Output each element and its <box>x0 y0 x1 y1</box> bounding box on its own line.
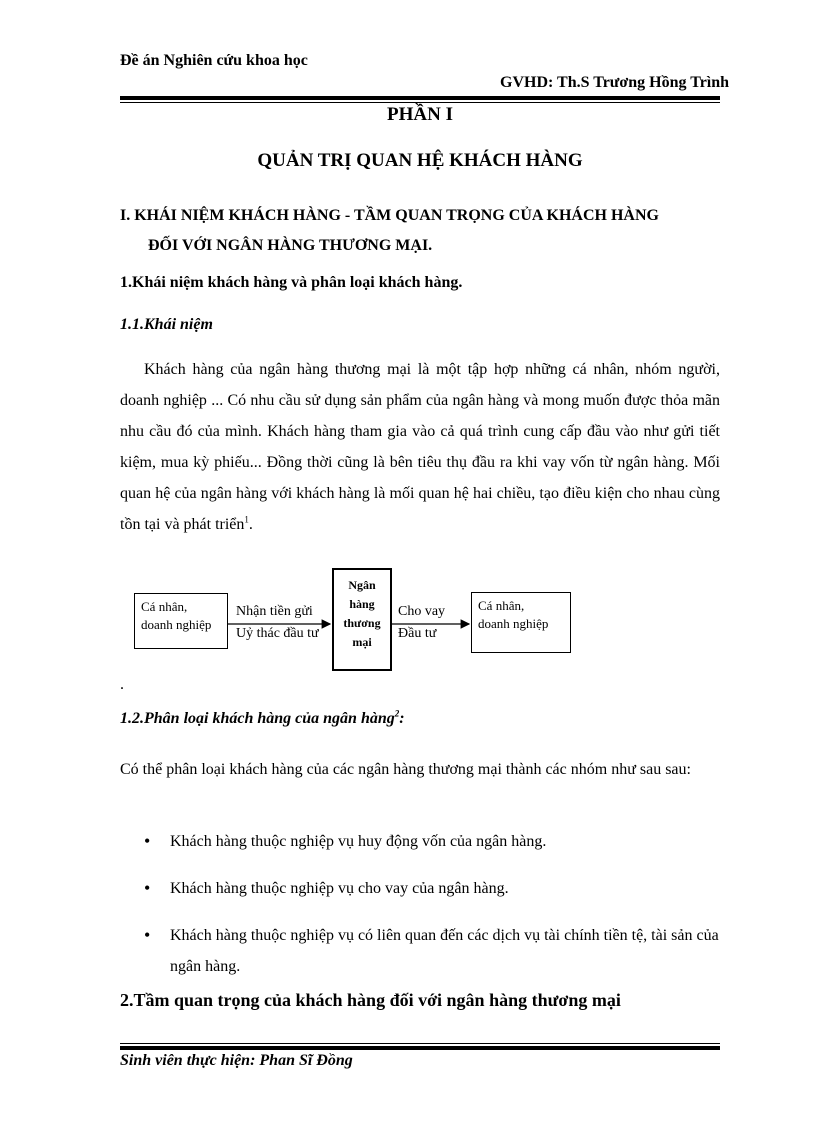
section-i-line1: I. KHÁI NIỆM KHÁCH HÀNG - TẦM QUAN TRỌNG CỦA KHÁCH HÀNG <box>120 207 659 224</box>
right-box-line1: Cá nhân, <box>478 598 525 613</box>
heading-1-2 <box>120 710 405 728</box>
list-item: • Khách hàng thuộc nghiệp vụ cho vay của ngân hàng. <box>120 873 720 904</box>
label-investing: Đầu tư <box>398 626 437 641</box>
classification-intro: Có thể phân loại khách hàng của các ngân hàng thương mại thành các nhóm như sau sau: <box>120 761 691 778</box>
footer-student: Sinh viên thực hiện: Phan Sĩ Đồng <box>120 1052 353 1069</box>
heading-1: 1.Khái niệm khách hàng và phân loại khách hàng. <box>120 274 463 291</box>
classification-list <box>120 826 720 998</box>
right-box-line2: doanh nghiệp <box>478 616 549 631</box>
chapter-title: QUẢN TRỊ QUAN HỆ KHÁCH HÀNG <box>257 150 583 171</box>
heading-2: 2.Tầm quan trọng của khách hàng đối với ngân hàng thương mại <box>120 990 621 1010</box>
center-box-line4: mại <box>352 635 372 649</box>
list-item: • Khách hàng thuộc nghiệp vụ có liên quan đến các dịch vụ tài chính tiền tệ, tài sản của ngân hàng. <box>120 920 720 982</box>
center-box-line3: thương <box>343 616 381 630</box>
header-right-advisor: GVHD: Th.S Trương Hồng Trình <box>500 74 730 91</box>
label-investment-trust: Uỷ thác đầu tư <box>236 626 319 641</box>
section-i-line2: ĐỐI VỚI NGÂN HÀNG THƯƠNG MẠI. <box>148 237 433 254</box>
center-box-line1: Ngân <box>348 578 376 592</box>
list-item: • Khách hàng thuộc nghiệp vụ huy động vốn của ngân hàng. <box>120 826 720 857</box>
left-box-line1: Cá nhân, <box>141 599 188 614</box>
footer-rule-thin <box>120 1043 720 1044</box>
left-box-line2: doanh nghiệp <box>141 617 212 632</box>
paragraph-end: . <box>248 516 253 533</box>
footnote-ref-1: 1 <box>244 514 249 525</box>
header-left-title: Đề án Nghiên cứu khoa học <box>120 52 308 69</box>
footnote-ref-2: 2 <box>394 708 400 719</box>
paragraph-text: Khách hàng của ngân hàng thương mại là một tập hợp những cá nhân, nhóm người, doanh nghiệp ... Có nhu cầu sử dụng sản phẩm của ngân hàng và mong muốn được thỏa mãn nhu cầu đó của mình. Khách hàng tham gia vào cả quá trình cung cấp đầu vào như gửi tiết kiệm, mua kỳ phiếu... Đồng thời cũng là bên tiêu thụ đầu ra khi vay vốn từ ngân hàng. Mối quan hệ của ngân hàng với khách hàng là mối quan hệ hai chiều, tạo điều kiện cho nhau cùng tồn tại và phát triển <box>120 361 720 533</box>
footer-rule-thick <box>120 1046 720 1050</box>
part-heading: PHẦN I <box>387 104 453 125</box>
label-deposit: Nhận tiền gửi <box>236 604 313 619</box>
center-box-line2: hàng <box>349 597 375 611</box>
heading-1-2-end: : <box>399 710 405 727</box>
stray-dot: . <box>120 676 124 693</box>
label-lending: Cho vay <box>398 604 446 619</box>
heading-1-1: 1.1.Khái niệm <box>120 316 213 333</box>
heading-1-2-text: 1.2.Phân loại khách hàng của ngân hàng <box>120 710 395 727</box>
